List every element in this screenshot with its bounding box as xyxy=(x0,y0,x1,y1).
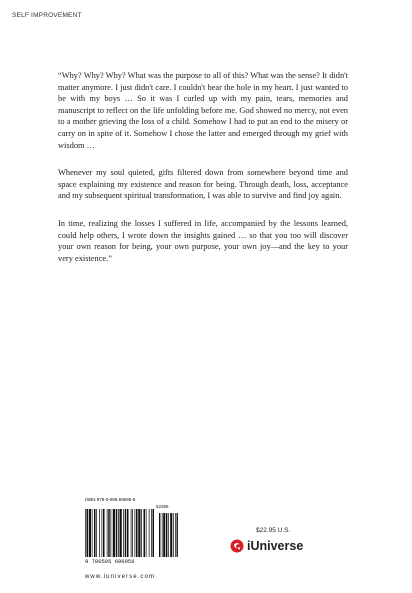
barcode-bar xyxy=(168,513,169,557)
isbn-number: ISBN 978-0-595-69695-6 xyxy=(85,497,136,502)
barcode-bar xyxy=(125,509,127,557)
barcode-bars xyxy=(85,509,181,557)
barcode-bar xyxy=(127,509,129,557)
barcode-bar xyxy=(146,509,147,557)
barcode-bar xyxy=(162,513,163,557)
barcode-bar xyxy=(85,509,86,557)
barcode-bar xyxy=(87,509,89,557)
barcode-bar xyxy=(123,509,124,557)
barcode-bar xyxy=(163,513,165,557)
barcode-bar xyxy=(99,509,100,557)
back-cover-blurb xyxy=(58,70,348,280)
barcode-bar xyxy=(135,509,136,557)
barcode-bar xyxy=(96,509,97,557)
blurb-paragraph-1: “Why? Why? Why? What was the purpose to all of this? What was the sense? It didn't matter anymore. I just didn't care. I couldn't bear the hole in my heart. I just wanted to be with my boys … So it was I curled up with my pain, tears, memories and manuscript to reflect on the life unfolding before me. God showed no mercy, not even to a mother grieving the loss of a child. Somehow I had to put an end to the misery or carry on in spite of it. Somehow I chose the latter and emerged through my grief with wisdom … xyxy=(58,71,348,150)
barcode-bar xyxy=(107,509,108,557)
category-label: SELF IMPROVEMENT xyxy=(12,12,82,19)
barcode-bar xyxy=(94,509,96,557)
iuniverse-swirl-icon xyxy=(230,539,244,553)
barcode xyxy=(85,497,181,569)
publisher-website: www.iuniverse.com xyxy=(85,574,156,580)
publisher-logo xyxy=(230,539,303,553)
barcode-bar xyxy=(170,513,172,557)
barcode-bar xyxy=(151,509,152,557)
barcode-bar xyxy=(108,509,110,557)
barcode-bar xyxy=(177,513,178,557)
price-label: $22.95 U.S. xyxy=(256,527,291,534)
publisher-name: iUniverse xyxy=(247,539,304,553)
barcode-bar xyxy=(173,513,174,557)
barcode-bar xyxy=(113,509,115,557)
barcode-bar xyxy=(132,509,133,557)
barcode-bar xyxy=(153,509,155,557)
barcode-bar xyxy=(102,509,103,557)
barcode-bar xyxy=(141,509,142,557)
barcode-bar xyxy=(92,509,93,557)
barcode-bar xyxy=(136,509,138,557)
barcode-bar xyxy=(149,509,150,557)
barcode-bar xyxy=(159,513,160,557)
barcode-bar xyxy=(166,513,167,557)
barcode-bar xyxy=(175,513,176,557)
barcode-bar xyxy=(111,509,112,557)
barcode-bar xyxy=(103,509,105,557)
barcode-bar xyxy=(144,509,146,557)
barcode-bar xyxy=(89,509,91,557)
blurb-paragraph-3: In time, realizing the losses I suffered in life, accompanied by the lessons learned, could help others, I wrote down the insights gained … so that you too will discover your own reason for being, your own purpose, your own joy—and the key to your very existence.” xyxy=(58,218,348,263)
barcode-bar xyxy=(138,509,140,557)
barcode-bar xyxy=(131,509,132,557)
barcode-digits: 9 780595 696956 xyxy=(85,558,135,565)
price-code: 52295 xyxy=(156,504,169,509)
blurb-paragraph-2: Whenever my soul quieted, gifts filtered down from somewhere beyond time and space explaining my existence and reason for being. Through death, loss, acceptance and my subsequent spiritual transformation, I was able to survive and find joy again. xyxy=(58,168,348,201)
barcode-bar xyxy=(116,509,118,557)
barcode-bar xyxy=(118,509,119,557)
barcode-bar xyxy=(120,509,122,557)
